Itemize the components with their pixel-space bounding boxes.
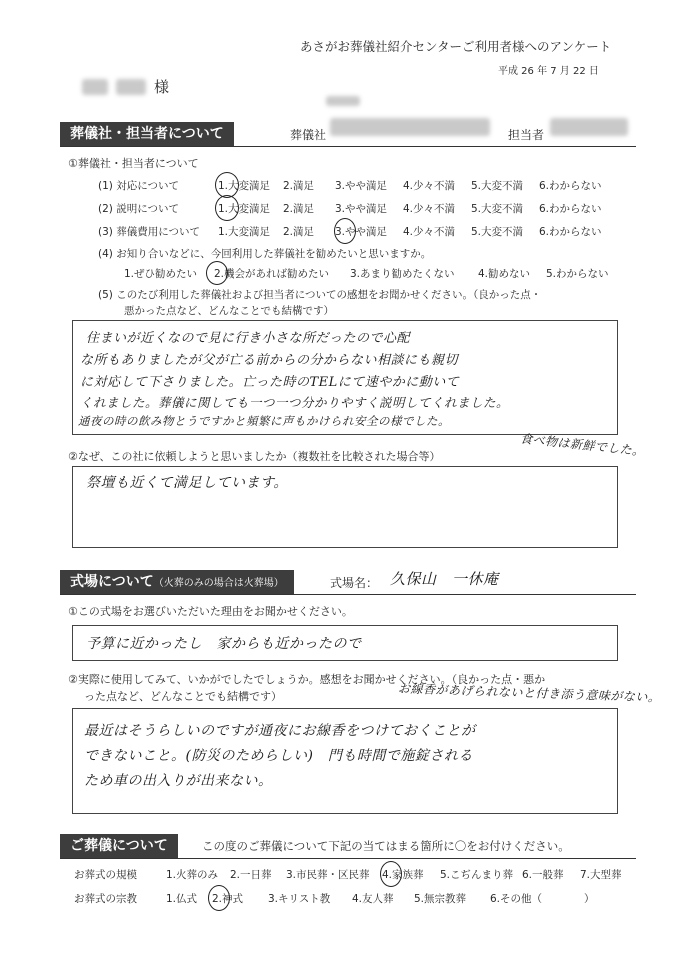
venue-question-1: ①この式場をお選びいただいた理由をお聞かせください。 [68, 605, 353, 618]
survey-title: あさがお葬儀社紹介センターご利用者様へのアンケート [300, 39, 612, 54]
row-label: (2) 説明について [98, 203, 180, 215]
option[interactable]: 1.仏式 [166, 893, 198, 905]
section-note: （火葬のみの場合は火葬場） [153, 578, 284, 589]
selection-circle [334, 218, 356, 244]
recipient-name [82, 76, 169, 97]
option[interactable]: 6.わからない [539, 180, 602, 192]
option[interactable]: 4.少々不満 [403, 180, 456, 192]
handwritten-line: に対応して下さりました。亡った時のTELにて速やかに動いて [80, 375, 460, 390]
question-5 [98, 287, 541, 302]
option[interactable]: 6.わからない [539, 203, 602, 215]
handwritten-line: 予算に近かったし 家からも近かったので [86, 636, 362, 652]
selection-circle [206, 261, 228, 285]
option[interactable]: 5.無宗教葬 [414, 893, 467, 905]
row-label: お葬式の宗教 [74, 893, 137, 905]
handwritten-line: 祭壇も近くて満足しています。 [86, 475, 288, 491]
handwritten-note: 食べ物は新鮮でした。 [519, 431, 646, 459]
handwritten-line: ため車の出入りが出来ない。 [84, 773, 273, 789]
question-2: ②なぜ、この社に依頼しようと思いましたか（複数社を比較された場合等） [68, 450, 441, 463]
option[interactable]: 4.友人葬 [352, 893, 394, 905]
question-text: (5) このたび利用した葬儀社および担当者についての感想をお聞かせください。（良かった点・ [98, 289, 542, 301]
redacted-text [326, 96, 360, 106]
option[interactable]: 2.一日葬 [230, 869, 272, 881]
option[interactable]: 1.火葬のみ [166, 869, 219, 881]
option[interactable]: 3.あまり勧めたくない [350, 268, 455, 280]
option[interactable]: 5.大変不満 [471, 226, 524, 238]
question-text: 悪かった点など、どんなことでも結構です） [124, 305, 334, 317]
option[interactable]: 1.大変満足 [218, 180, 271, 192]
redacted-name [82, 79, 108, 95]
funeral-scale-row [74, 867, 622, 882]
selection-circle [208, 885, 230, 911]
option[interactable]: 6.一般葬 [522, 869, 564, 881]
question-1: ①葬儀社・担当者について [68, 157, 199, 170]
section-title: 葬儀社・担当者について [70, 126, 224, 142]
question-text: (4) お知り合いなどに、今回利用した葬儀社を勧めたいと思いますか。 [98, 248, 432, 260]
selection-circle [215, 195, 239, 221]
funeral-company-label: 葬儀社 [290, 128, 327, 142]
handwritten-note: お線香があげられないと付き添う意味がない。 [397, 681, 661, 705]
option[interactable]: 5.わからない [546, 268, 609, 280]
venue-name-handwritten: 久保山 一休庵 [390, 570, 499, 588]
option[interactable]: 6.わからない [539, 226, 602, 238]
option[interactable]: 5.大変不満 [471, 180, 524, 192]
staff-label: 担当者 [508, 128, 545, 142]
option[interactable]: 3.キリスト教 [268, 893, 331, 905]
section-venue-header [60, 570, 294, 594]
option[interactable]: 3.やや満足 [335, 203, 388, 215]
row-label: お葬式の規模 [74, 869, 137, 881]
rating-row-response [98, 178, 602, 193]
option[interactable]: 4.勧めない [478, 268, 531, 280]
option[interactable]: 3.やや満足 [335, 180, 388, 192]
selection-circle [380, 861, 402, 887]
rating-row-explanation [98, 201, 602, 216]
section-funeral-header [60, 834, 178, 858]
section-title: ご葬儀について [70, 838, 168, 854]
venue-question-2-cont: った点など、どんなことでも結構です） [84, 690, 282, 703]
option[interactable]: 3.市民葬・区民葬 [286, 869, 370, 881]
venue-label: 式場名： [330, 576, 379, 590]
handwritten-line: な所もありましたが父が亡る前からの分からない相談にも親切 [80, 353, 459, 368]
venue-question-2: ②実際に使用してみて、いかがでしたでしょうか。感想をお聞かせください。（良かった点・悪か [68, 673, 546, 686]
divider [60, 858, 636, 859]
option[interactable]: 2.機会があれば勧めたい [214, 268, 330, 280]
row-label: (1) 対応について [98, 180, 180, 192]
option[interactable]: 2.満足 [283, 180, 315, 192]
option[interactable]: 4.家族葬 [382, 869, 424, 881]
handwritten-line: できないこと。(防災のためらしい) 門も時間で施錠される [84, 748, 473, 764]
redacted-company [330, 118, 490, 136]
recommend-options [124, 266, 609, 281]
option[interactable]: 4.少々不満 [403, 203, 456, 215]
section-funeral-company-header [60, 122, 234, 146]
handwritten-line: 住まいが近くなので見に行き小さな所だったので心配 [86, 331, 411, 346]
handwritten-line: くれました。葬儀に関しても一つ一つ分かりやすく説明してくれました。 [80, 395, 510, 410]
option[interactable]: 5.大変不満 [471, 203, 524, 215]
option[interactable]: 1.ぜひ勧めたい [124, 268, 198, 280]
handwritten-line: 最近はそうらしいのですが通夜にお線香をつけておくことが [84, 723, 476, 739]
option[interactable]: 2.満足 [283, 226, 315, 238]
divider [60, 594, 636, 595]
survey-date: 平成 26 年 7 月 22 日 [498, 66, 599, 77]
honorific: 様 [154, 78, 170, 96]
funeral-religion-row [74, 891, 595, 906]
divider [60, 146, 636, 147]
question-5-cont [124, 303, 334, 318]
funeral-instruction: この度のご葬儀について下記の当てはまる箇所に〇をお付けください。 [202, 839, 570, 853]
redacted-staff [550, 118, 628, 136]
row-label: (3) 葬儀費用について [98, 226, 201, 238]
option[interactable]: 4.少々不満 [403, 226, 456, 238]
redacted-name [116, 79, 146, 95]
option[interactable]: 3.やや満足 [335, 226, 388, 238]
option[interactable]: 2.満足 [283, 203, 315, 215]
handwritten-line: 通夜の時の飲み物とうですかと頻繁に声もかけられ安全の様でした。 [78, 414, 450, 428]
option[interactable]: 1.大変満足 [218, 226, 271, 238]
option[interactable]: 7.大型葬 [580, 869, 622, 881]
option[interactable]: 5.こぢんまり葬 [440, 869, 514, 881]
section-title: 式場について [70, 574, 154, 590]
option[interactable]: 6.その他（ ） [490, 893, 595, 905]
option[interactable]: 1.大変満足 [218, 203, 271, 215]
question-4 [98, 246, 431, 261]
option[interactable]: 2.神式 [212, 893, 244, 905]
